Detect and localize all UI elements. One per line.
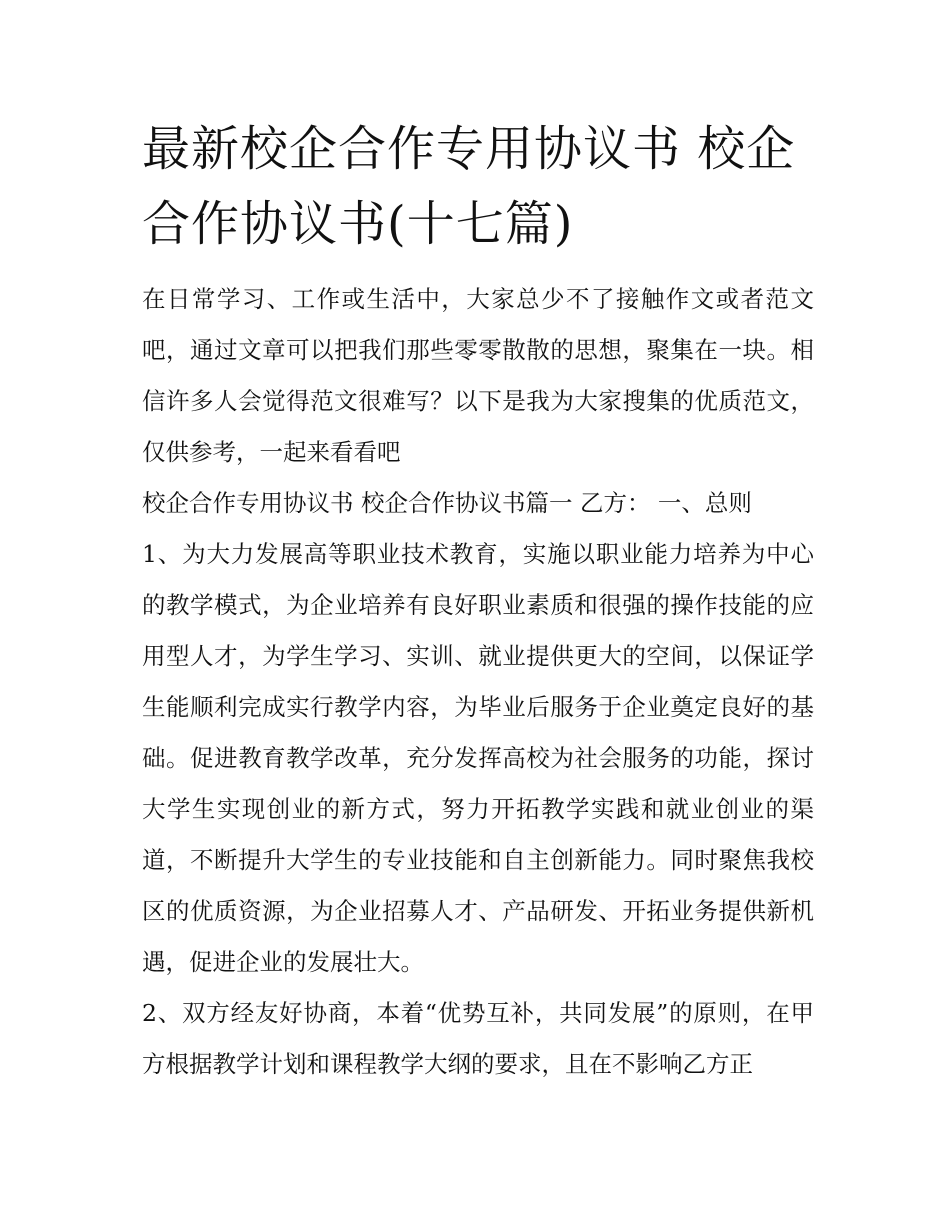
document-page [142, 112, 814, 1090]
clause-2-paragraph: 2、双方经友好协商，本着“优势互补，共同发展”的原则，在甲方根据教学计划和课程教学大纲的要求，且在不影响乙方正 [142, 999, 814, 1078]
intro-paragraph: 在日常学习、工作或生活中，大家总少不了接触作文或者范文吧，通过文章可以把我们那些零零散散的思想，聚集在一块。相信许多人会觉得范文很难写？以下是我为大家搜集的优质范文，仅供参考，一起来看看吧 [142, 285, 814, 466]
section-heading-line: 校企合作专用协议书 校企合作协议书篇一 乙方： 一、总则 [142, 489, 752, 517]
clause-1-paragraph: 1、为大力发展高等职业技术教育，实施以职业能力培养为中心的教学模式，为企业培养有良好职业素质和很强的操作技能的应用型人才，为学生学习、实训、就业提供更大的空间，以保证学生能顺利完成实行教学内容，为毕业后服务于企业奠定良好的基础。促进教育教学改革，充分发挥高校为社会服务的功能，探讨大学生实现创业的新方式，努力开拓教学实践和就业创业的渠道，不断提升大学生的专业技能和自主创新能力。同时聚焦我校区的优质资源，为企业招募人才、产品研发、开拓业务提供新机遇，促进企业的发展壮大。 [142, 540, 814, 976]
document-title: 最新校企合作专用协议书 校企合作协议书(十七篇) [142, 121, 796, 252]
